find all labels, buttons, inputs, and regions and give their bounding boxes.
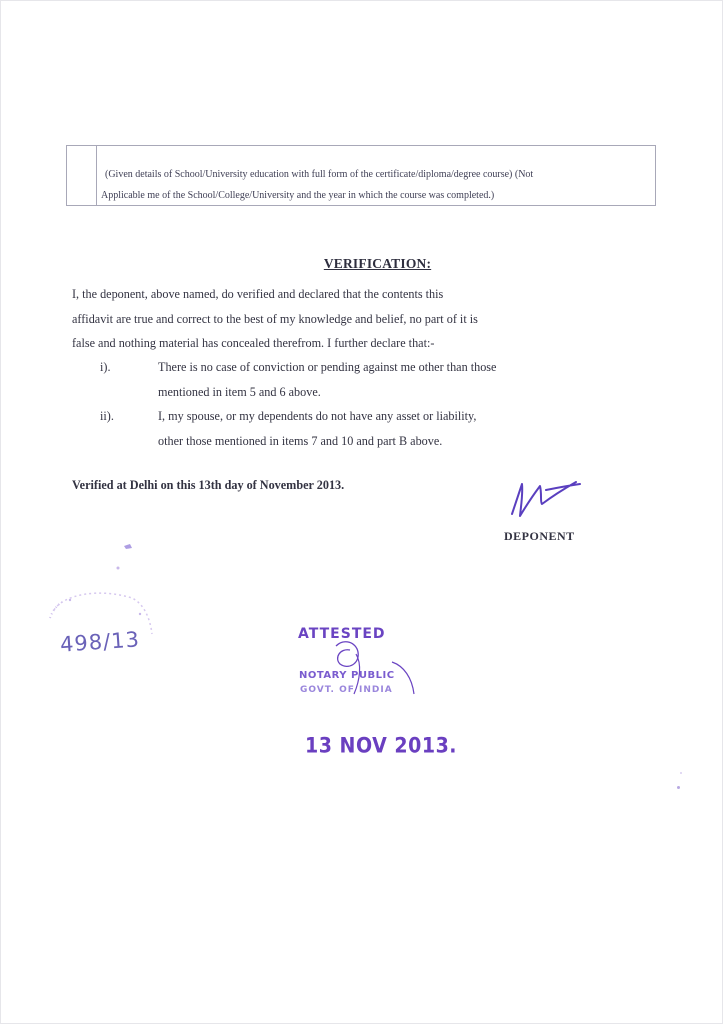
- faint-round-stamp: [40, 540, 170, 690]
- handwritten-register-number: 498/13: [59, 627, 141, 657]
- declaration-item-1: [72, 355, 583, 405]
- item-number: i).: [100, 360, 111, 374]
- item-line: There is no case of conviction or pending against me other than those: [158, 360, 497, 374]
- item-line: I, my spouse, or my dependents do not have any asset or liability,: [158, 409, 477, 423]
- notary-govt-text: GOVT. OF INDIA: [300, 685, 393, 695]
- education-details-line-2: Applicable me of the School/College/University and the year in which the course was completed.): [101, 190, 495, 201]
- paragraph-line: false and nothing material has concealed therefrom. I further declare that:-: [72, 336, 435, 350]
- education-box-left-cell: [67, 146, 97, 205]
- verification-paragraph: [72, 282, 583, 356]
- deponent-label: DEPONENT: [504, 529, 575, 543]
- item-line: other those mentioned in items 7 and 10 and part B above.: [158, 433, 443, 448]
- attested-stamp-text: ATTESTED: [298, 626, 386, 642]
- declaration-item-2: [72, 404, 583, 454]
- ink-speck: [677, 786, 680, 789]
- item-text: [158, 355, 583, 404]
- education-details-text: [103, 164, 655, 206]
- ink-speck: [680, 772, 682, 774]
- verification-heading: VERIFICATION:: [323, 256, 432, 271]
- deponent-signature: [506, 472, 586, 522]
- verified-at-text: Verified at Delhi on this 13th day of November 2013.: [72, 478, 345, 492]
- education-details-line-1: (Given details of School/University education with full form of the certificate/diploma/degree course) (Not: [105, 169, 534, 180]
- item-text: [158, 404, 583, 453]
- paragraph-line: I, the deponent, above named, do verified and declared that the contents this: [72, 287, 444, 301]
- paragraph-line: affidavit are true and correct to the best of my knowledge and belief, no part of it is: [72, 311, 478, 326]
- item-line: mentioned in item 5 and 6 above.: [158, 384, 321, 399]
- item-number: ii).: [100, 409, 114, 423]
- education-details-box: [66, 145, 656, 206]
- date-stamp: 13 NOV 2013.: [305, 734, 458, 759]
- notary-public-text: NOTARY PUBLIC: [299, 670, 395, 681]
